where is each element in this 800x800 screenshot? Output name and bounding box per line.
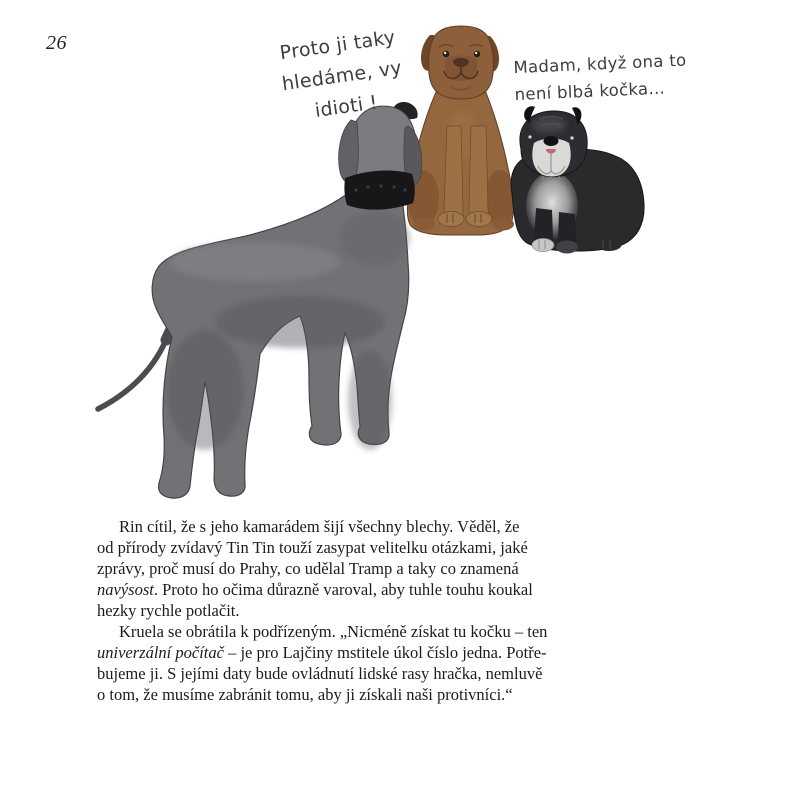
brown-dog-front-paw-left: [438, 212, 464, 227]
speech-text-left: [264, 20, 420, 132]
text-run: bujeme ji. S jejími daty bude ovládnutí lidské rasy hračka, nemluvě: [97, 664, 543, 683]
speech-text-right: [513, 46, 705, 108]
text-line: [97, 621, 737, 642]
grey-dog-back-highlight: [170, 242, 340, 282]
text-line: [97, 537, 737, 558]
bulldog-illustration: [511, 106, 644, 253]
brown-dog-left-eye: [443, 51, 449, 57]
text-line: [97, 684, 737, 705]
brown-dog-illustration: [407, 26, 515, 235]
bulldog-rear-paw: [596, 237, 622, 251]
bulldog-front-paw-right: [556, 241, 578, 254]
text-line: [97, 516, 737, 537]
text-run: Kruela se obrátila k podřízeným. „Nicméně získat tu kočku – ten: [119, 622, 548, 641]
speech-right-line: Madam, když ona to: [513, 50, 687, 78]
text-run: zprávy, proč musí do Prahy, co udělal Tramp a taky co znamená: [97, 559, 519, 578]
speech-left-line: hledáme, vy: [280, 56, 404, 96]
grey-dog-illustration: [98, 102, 422, 498]
grey-dog-belly-shadow: [215, 296, 385, 348]
bulldog-nose: [544, 136, 559, 146]
text-run: o tom, že musíme zabránit tomu, aby ji získali naši protivníci.“: [97, 685, 513, 704]
bulldog-left-eye-glint: [528, 135, 531, 138]
brown-dog-front-leg-right: [469, 126, 488, 223]
brown-dog-right-eye-glint: [475, 52, 477, 54]
text-run: od přírody zvídavý Tin Tin touží zasypat velitelku otázkami, jaké: [97, 538, 528, 557]
text-run-italic: univerzální počítač: [97, 643, 224, 662]
speech-right-line: není blbá kočka...: [514, 78, 666, 105]
page-number: 26: [46, 32, 67, 54]
body-text: [97, 516, 737, 705]
text-run: – je pro Lajčiny mstitele úkol číslo jedna. Potře-: [223, 643, 547, 662]
brown-dog-front-leg-left: [444, 126, 463, 223]
text-line: [97, 600, 737, 621]
text-line: [97, 663, 737, 684]
text-run: . Proto ho očima důrazně varoval, aby tuhle touhu koukal: [153, 580, 533, 599]
text-run: Rin cítil, že s jeho kamarádem šijí všechny blechy. Věděl, že: [119, 517, 520, 536]
text-line: [97, 579, 737, 600]
grey-dog-thigh-shadow: [167, 330, 243, 450]
grey-dog-tail-tip: [98, 340, 166, 409]
brown-dog-right-eye: [474, 51, 480, 57]
grey-dog-chest-shadow: [340, 210, 410, 266]
brown-dog-rear-paw-left: [413, 218, 435, 231]
speech-left-line: Proto ji taky: [278, 26, 397, 65]
bulldog-front-paw-left: [532, 239, 554, 252]
grey-dog-foreleg-shadow: [348, 350, 392, 450]
brown-dog-left-eye-glint: [444, 52, 446, 54]
text-run: hezky rychle potlačit.: [97, 601, 240, 620]
text-line: [97, 642, 737, 663]
brown-dog-rear-paw-right: [492, 218, 514, 231]
bulldog-right-eye-glint: [570, 136, 573, 139]
speech-left-line: idioti !: [313, 91, 379, 122]
text-run-italic: navýsost: [97, 580, 154, 599]
text-line: [97, 558, 737, 579]
grey-dog-left-ear: [339, 120, 359, 182]
brown-dog-front-paw-right: [466, 212, 492, 227]
